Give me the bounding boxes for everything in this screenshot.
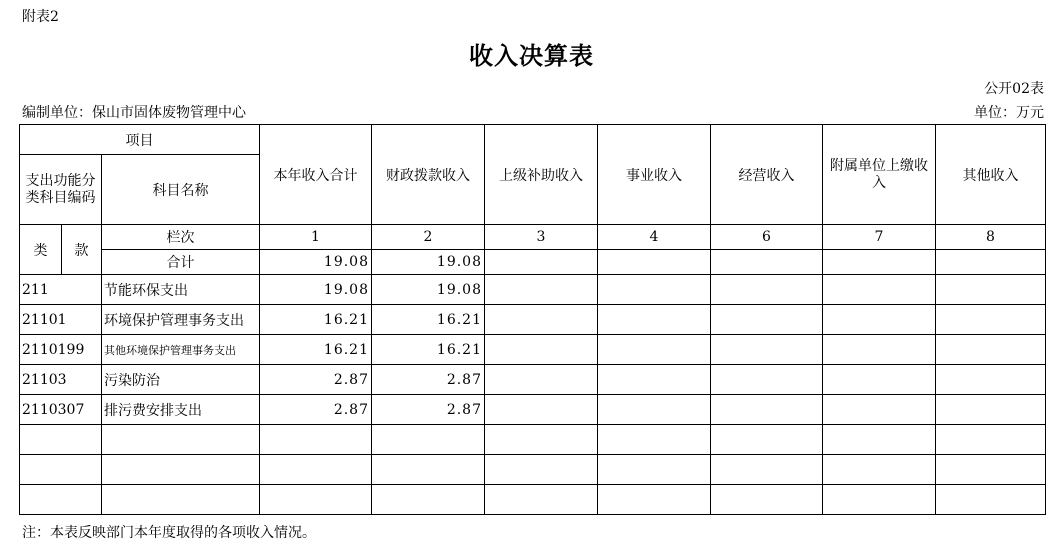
cell-value-4	[598, 275, 711, 305]
cell-value-6	[823, 455, 936, 485]
table-row	[20, 275, 1046, 305]
function-code-header: 支出功能分类科目编码	[20, 155, 102, 225]
total-value-1: 19.08	[260, 250, 372, 275]
reporting-unit: 编制单位：保山市固体废物管理中心	[22, 105, 246, 121]
table-row	[20, 305, 1046, 335]
column-number-row	[20, 225, 1046, 250]
cell-value-1	[260, 485, 372, 515]
total-value-3	[485, 250, 598, 275]
col-number-7: 8	[936, 225, 1046, 250]
total-value-7	[936, 250, 1046, 275]
col-number-5: 6	[711, 225, 823, 250]
cell-value-3	[485, 425, 598, 455]
cell-value-1: 2.87	[260, 395, 372, 425]
total-label: 合计	[102, 250, 260, 275]
value-header-2: 财政拨款收入	[372, 125, 485, 225]
cell-value-1: 2.87	[260, 365, 372, 395]
cell-value-4	[598, 425, 711, 455]
lei-header: 类	[20, 225, 62, 275]
subject-name: 节能环保支出	[102, 275, 260, 305]
header-row-project	[20, 125, 1046, 155]
cell-value-5	[711, 485, 823, 515]
project-header: 项目	[20, 125, 260, 155]
total-row	[20, 250, 1046, 275]
table-row	[20, 425, 1046, 455]
cell-value-7	[936, 485, 1046, 515]
cell-value-2	[372, 425, 485, 455]
subject-code: 211	[20, 275, 102, 305]
cell-value-7	[936, 365, 1046, 395]
cell-value-6	[823, 335, 936, 365]
subject-name	[102, 485, 260, 515]
cell-value-7	[936, 275, 1046, 305]
cell-value-3	[485, 305, 598, 335]
col-number-6: 7	[823, 225, 936, 250]
total-value-5	[711, 250, 823, 275]
cell-value-1	[260, 425, 372, 455]
subject-code	[20, 485, 102, 515]
subject-code	[20, 425, 102, 455]
income-table	[19, 124, 1046, 515]
cell-value-2: 16.21	[372, 305, 485, 335]
cell-value-3	[485, 455, 598, 485]
col-number-1: 1	[260, 225, 372, 250]
cell-value-5	[711, 455, 823, 485]
value-header-1: 本年收入合计	[260, 125, 372, 225]
cell-value-7	[936, 455, 1046, 485]
cell-value-3	[485, 365, 598, 395]
col-number-2: 2	[372, 225, 485, 250]
subject-name	[102, 425, 260, 455]
total-value-2: 19.08	[372, 250, 485, 275]
cell-value-3	[485, 275, 598, 305]
cell-value-2: 2.87	[372, 395, 485, 425]
cell-value-4	[598, 365, 711, 395]
table-row	[20, 395, 1046, 425]
cell-value-1: 16.21	[260, 305, 372, 335]
subject-code: 21103	[20, 365, 102, 395]
cell-value-2: 2.87	[372, 365, 485, 395]
cell-value-5	[711, 275, 823, 305]
cell-value-4	[598, 485, 711, 515]
page-title: 收入决算表	[469, 41, 594, 70]
cell-value-3	[485, 485, 598, 515]
subject-code: 21101	[20, 305, 102, 335]
cell-value-7	[936, 425, 1046, 455]
cell-value-6	[823, 365, 936, 395]
table-row	[20, 455, 1046, 485]
cell-value-5	[711, 425, 823, 455]
form-number: 公开02表	[984, 81, 1044, 97]
subject-code: 2110199	[20, 335, 102, 365]
value-header-7: 其他收入	[936, 125, 1046, 225]
total-value-4	[598, 250, 711, 275]
cell-value-4	[598, 305, 711, 335]
cell-value-6	[823, 275, 936, 305]
cell-value-2: 19.08	[372, 275, 485, 305]
lanci-label: 栏次	[102, 225, 260, 250]
total-value-6	[823, 250, 936, 275]
cell-value-4	[598, 335, 711, 365]
subject-name: 其他环境保护管理事务支出	[102, 335, 260, 365]
cell-value-2: 16.21	[372, 335, 485, 365]
subject-name: 排污费安排支出	[102, 395, 260, 425]
cell-value-7	[936, 395, 1046, 425]
cell-value-1	[260, 455, 372, 485]
cell-value-6	[823, 395, 936, 425]
subject-name	[102, 455, 260, 485]
col-number-4: 4	[598, 225, 711, 250]
table-row	[20, 365, 1046, 395]
value-header-3: 上级补助收入	[485, 125, 598, 225]
cell-value-4	[598, 395, 711, 425]
cell-value-5	[711, 305, 823, 335]
cell-value-1: 16.21	[260, 335, 372, 365]
subject-code: 2110307	[20, 395, 102, 425]
cell-value-5	[711, 335, 823, 365]
cell-value-4	[598, 455, 711, 485]
cell-value-6	[823, 425, 936, 455]
cell-value-5	[711, 365, 823, 395]
value-header-4: 事业收入	[598, 125, 711, 225]
cell-value-7	[936, 335, 1046, 365]
subject-name: 环境保护管理事务支出	[102, 305, 260, 335]
cell-value-3	[485, 395, 598, 425]
cell-value-2	[372, 485, 485, 515]
table-row	[20, 485, 1046, 515]
subject-name: 污染防治	[102, 365, 260, 395]
cell-value-6	[823, 305, 936, 335]
value-header-6: 附属单位上缴收入	[823, 125, 936, 225]
currency-unit: 单位：万元	[974, 105, 1044, 121]
cell-value-5	[711, 395, 823, 425]
cell-value-2	[372, 455, 485, 485]
attachment-label: 附表2	[22, 9, 59, 25]
col-number-3: 3	[485, 225, 598, 250]
value-header-5: 经营收入	[711, 125, 823, 225]
subject-code	[20, 455, 102, 485]
footnote: 注：本表反映部门本年度取得的各项收入情况。	[22, 525, 316, 541]
cell-value-3	[485, 335, 598, 365]
table-row	[20, 335, 1046, 365]
kuan-header: 款	[62, 225, 102, 275]
cell-value-6	[823, 485, 936, 515]
subject-name-header: 科目名称	[102, 155, 260, 225]
cell-value-7	[936, 305, 1046, 335]
cell-value-1: 19.08	[260, 275, 372, 305]
